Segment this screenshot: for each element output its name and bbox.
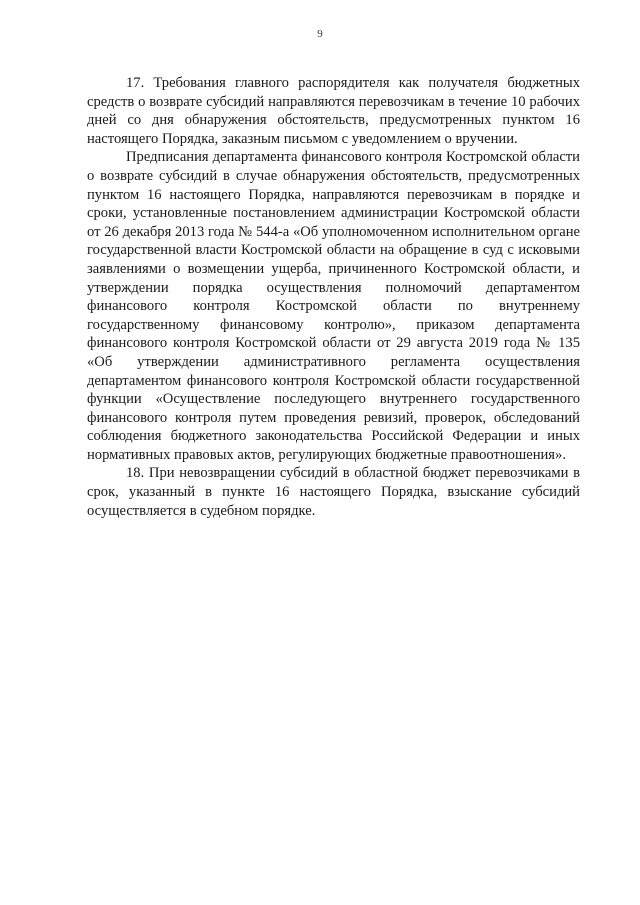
paragraph-prescriptions: Предписания департамента финансового контроля Костромской области о возврате субсидий в случае обнаружения обстоятельств, предусмотренных пунктом 16 настоящего Порядка, направляются перевозчикам в порядке и сроки, установленные постановлением администрации Костромской области от 26 декабря 2013 года № 544-а «Об уполномоченном исполнительном органе государственной власти Костромской области на обращение в суд с исковыми заявлениями о возмещении ущерба, причиненного Костромской области, и утверждении порядка осуществления полномочий департаментом финансового контроля Костромской области по внутреннему государственному финансовому контролю», приказом департамента финансового контроля Костромской области от 29 августа 2019 года № 135 «Об утверждении административного регламента осуществления департаментом финансового контроля Костромской области государственной функции «Осуществление последующего внутреннего государственного финансового контроля путем проведения ревизий, проверок, обследований соблюдения бюджетного законодательства Российской Федерации и иных нормативных правовых актов, регулирующих бюджетные правоотношения». <box>87 149 580 463</box>
page-number: 9 <box>317 28 323 40</box>
paragraph-17: 17. Требования главного распорядителя как получателя бюджетных средств о возврате субсидий направляются перевозчикам в течение 10 рабочих дней со дня обнаружения обстоятельств, предусмотренных пунктом 16 настоящего Порядка, заказным письмом с уведомлением о вручении. <box>87 75 580 147</box>
paragraph-18: 18. При невозвращении субсидий в областной бюджет перевозчиками в срок, указанный в пункте 16 настоящего Порядка, взыскание субсидий осуществляется в судебном порядке. <box>87 465 580 519</box>
document-body <box>87 74 580 520</box>
